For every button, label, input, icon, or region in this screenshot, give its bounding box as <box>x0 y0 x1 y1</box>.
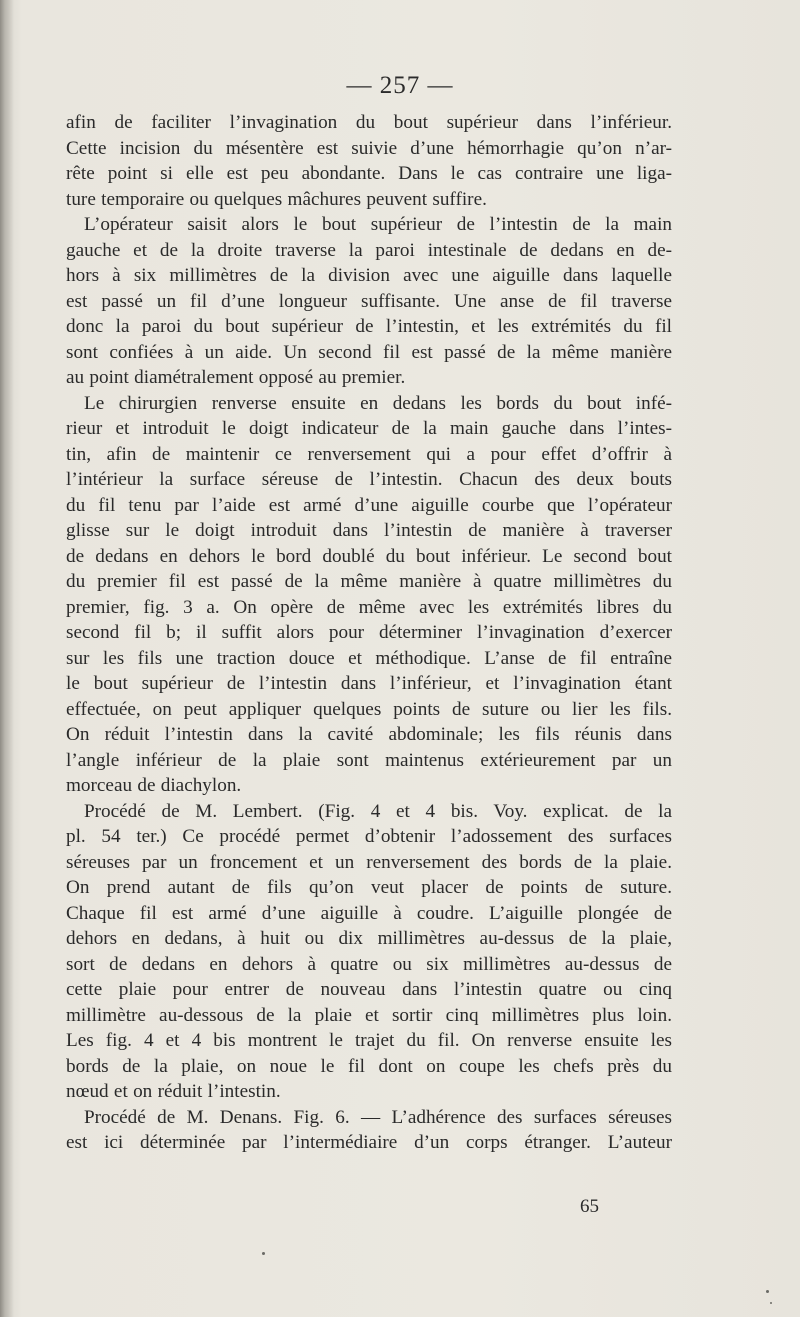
text-line: effectuée, on peut appliquer quelques points de suture ou lier les fils. <box>66 698 672 720</box>
text-line: premier, fig. 3 a. On opère de même avec les extrémités libres du <box>66 596 672 618</box>
text-line: glisse sur le doigt introduit dans l’intestin de manière à traverser <box>66 520 672 541</box>
text-line: du premier fil est passé de la même manière à quatre millimètres du <box>66 571 672 592</box>
text-line: le bout supérieur de l’intestin dans l’inférieur, et l’invagination étant <box>66 673 672 694</box>
text-line: Cette incision du mésentère est suivie d’une hémorrhagie qu’on n’ar- <box>66 137 672 159</box>
text-line: Les fig. 4 et 4 bis montrent le trajet du fil. On renverse ensuite les <box>66 1030 672 1051</box>
text-line: du fil tenu par l’aide est armé d’une aiguille courbe que l’opérateur <box>66 494 672 516</box>
text-line: l’angle inférieur de la plaie sont maintenus extérieurement par un <box>66 749 672 771</box>
text-line: l’intérieur la surface séreuse de l’intestin. Chacun des deux bouts <box>66 469 672 490</box>
text-line: est ici déterminée par l’intermédiaire d’un corps étranger. L’auteur <box>66 1132 672 1153</box>
text-line: dehors en dedans, à huit ou dix millimètres au-dessus de la plaie, <box>66 928 672 949</box>
paper-speck <box>262 1252 265 1255</box>
text-line: L’opérateur saisit alors le bout supérieur de l’intestin de la main <box>84 214 672 235</box>
book-binding-shadow <box>0 0 14 1317</box>
text-line: ture temporaire ou quelques mâchures peuvent suffire. <box>66 188 487 210</box>
text-line: Le chirurgien renverse ensuite en dedans les bords du bout infé- <box>84 392 672 414</box>
text-line: morceau de diachylon. <box>66 775 242 796</box>
text-line: rête point si elle est peu abondante. Dans le cas contraire une liga- <box>66 163 672 184</box>
body-text <box>66 110 672 1156</box>
paper-speck <box>770 1302 772 1304</box>
text-line: sort de dedans en dehors à quatre ou six millimètres au-dessus de <box>66 953 672 975</box>
paper-speck <box>766 1290 769 1293</box>
text-line: gauche et de la droite traverse la paroi intestinale de dedans en de- <box>66 239 672 261</box>
text-line: au point diamétralement opposé au premier. <box>66 367 406 388</box>
text-line: sur les fils une traction douce et méthodique. L’anse de fil entraîne <box>66 647 672 669</box>
signature-mark: 65 <box>580 1196 599 1217</box>
text-line: On prend autant de fils qu’on veut placer de points de suture. <box>66 877 672 898</box>
text-line: de dedans en dehors le bord doublé du bout inférieur. Le second bout <box>66 545 672 567</box>
text-line: tin, afin de maintenir ce renversement qui a pour effet d’offrir à <box>66 443 672 465</box>
text-line: séreuses par un froncement et un renversement des bords de la plaie. <box>66 851 672 873</box>
text-line: donc la paroi du bout supérieur de l’intestin, et les extrémités du fil <box>66 316 672 337</box>
text-line: est passé un fil d’une longueur suffisante. Une anse de fil traverse <box>66 290 672 312</box>
text-line: On réduit l’intestin dans la cavité abdominale; les fils réunis dans <box>66 724 672 745</box>
text-line: millimètre au-dessous de la plaie et sortir cinq millimètres plus loin. <box>66 1004 672 1026</box>
text-line: hors à six millimètres de la division avec une aiguille dans laquelle <box>66 265 672 286</box>
page-number: — 257 — <box>346 72 454 99</box>
text-line: second fil b; il suffit alors pour déterminer l’invagination d’exercer <box>66 622 672 643</box>
text-line: Procédé de M. Lembert. (Fig. 4 et 4 bis. Voy. explicat. de la <box>84 800 672 822</box>
text-line: rieur et introduit le doigt indicateur de la main gauche dans l’intes- <box>66 418 672 439</box>
text-line: cette plaie pour entrer de nouveau dans l’intestin quatre ou cinq <box>66 979 672 1000</box>
text-line: bords de la plaie, on noue le fil dont on coupe les chefs près du <box>66 1055 672 1077</box>
text-line: pl. 54 ter.) Ce procédé permet d’obtenir l’adossement des surfaces <box>66 826 672 847</box>
text-line: Chaque fil est armé d’une aiguille à coudre. L’aiguille plongée de <box>66 902 672 924</box>
text-line: afin de faciliter l’invagination du bout supérieur dans l’inférieur. <box>66 112 672 133</box>
text-line: nœud et on réduit l’intestin. <box>66 1081 281 1102</box>
text-line: Procédé de M. Denans. Fig. 6. — L’adhérence des surfaces séreuses <box>84 1106 672 1128</box>
text-line: sont confiées à un aide. Un second fil est passé de la même manière <box>66 341 672 363</box>
